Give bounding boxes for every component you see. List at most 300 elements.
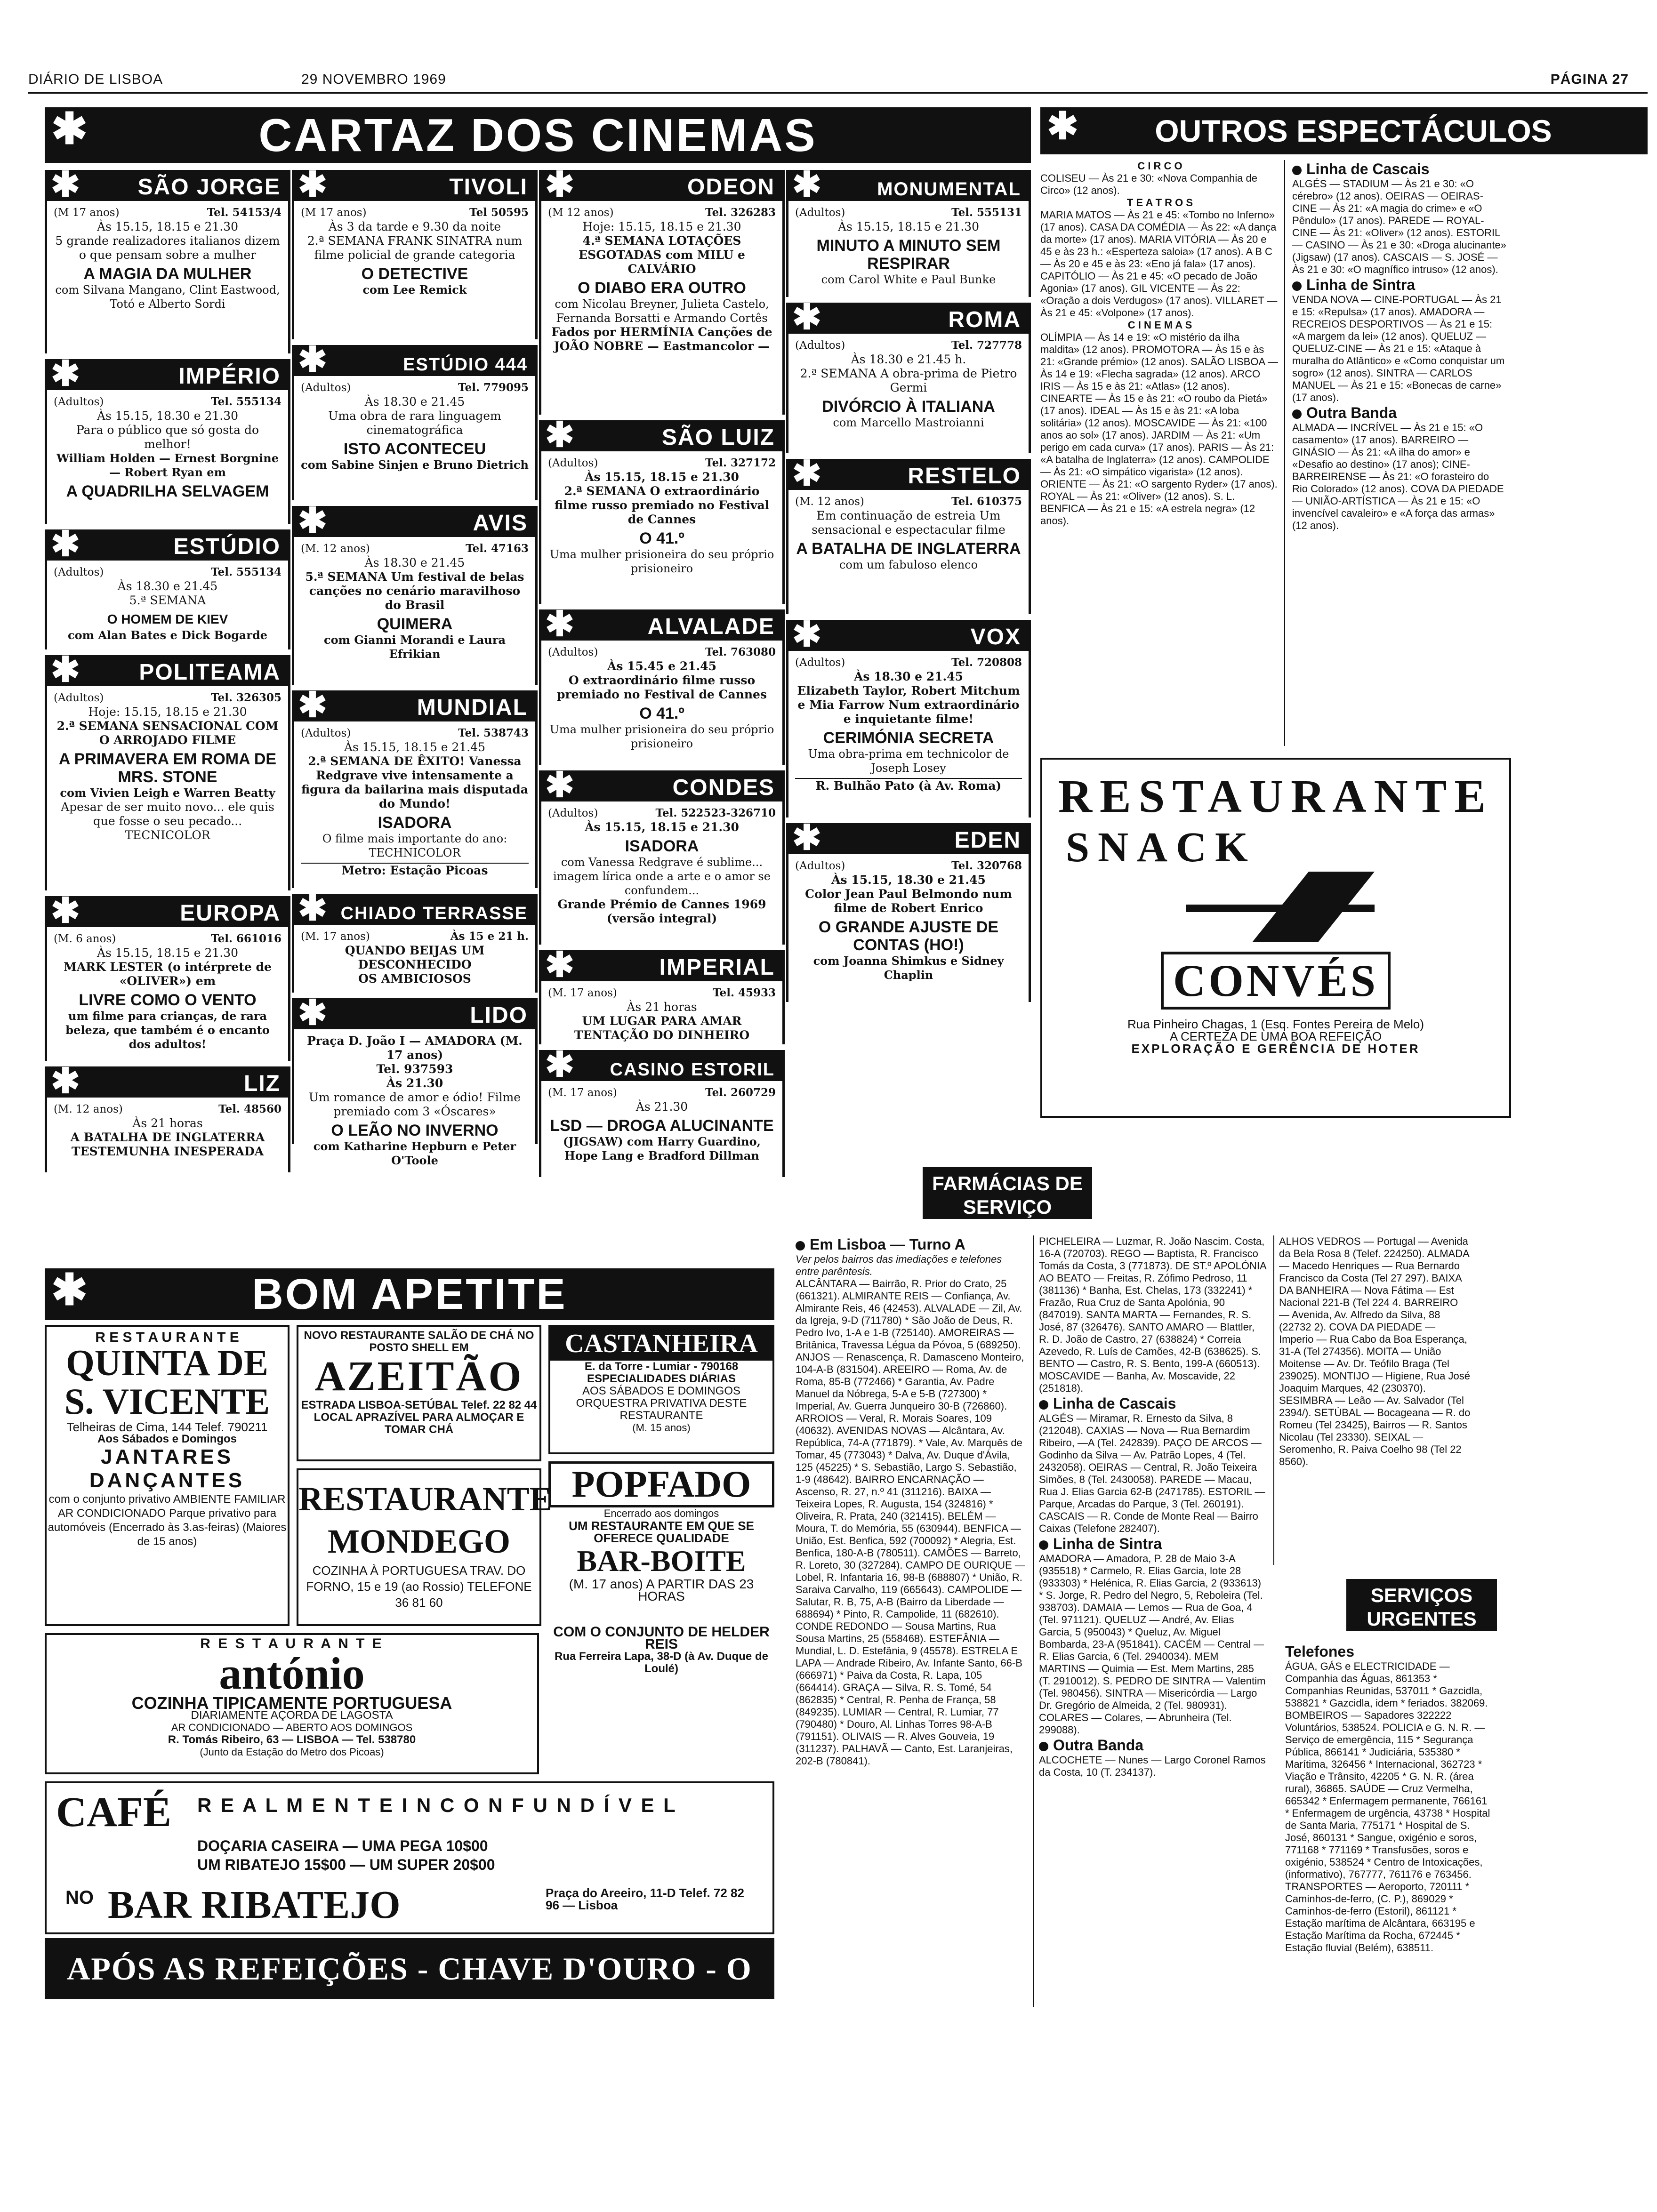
antonio-name: antónio [219,1648,365,1699]
outros-column-1 [1040,160,1285,746]
bullet-icon [1292,281,1302,291]
cinema-eden [786,818,1031,1002]
cinema-times: Às 15.15, 18.15 e 21.30 [585,820,739,834]
cinema-name: ODEON [687,175,775,200]
asterisk-icon: ✱ [545,415,575,454]
azeitao-name: AZEITÃO [314,1353,523,1400]
cinema-rating: (Adultos) [548,646,598,658]
cinema-film-title: A PRIMAVERA EM ROMA DE MRS. STONE [58,750,277,786]
cinema-times: Às 15.15, 18.15 e 21.45 [344,740,486,754]
cinema-cast: OS AMBICIOSOS [358,972,471,986]
cafe-word: CAFÉ [56,1789,171,1835]
azeitao-address: ESTRADA LISBOA-SETÚBAL Telef. 22 82 44 [301,1399,537,1411]
asterisk-icon: ✱ [298,340,328,379]
cinema-tivoli [292,165,538,339]
farm-sintra-title: Linha de Sintra [1053,1535,1162,1552]
cinema-extra: Metro: Estação Picoas [301,863,529,878]
cinema-rating: Praça D. João I — AMADORA (M. 17 anos) [307,1034,523,1062]
chave-douro-text: APÓS AS REFEIÇÕES - CHAVE D'OURO - O MELHOR CAFÉ [67,1951,752,2048]
cinema-name: SÃO LUIZ [662,425,775,450]
cinema-label [47,650,288,689]
cinema-times: Às 21.30 [635,1100,688,1114]
cinema-politeama [45,650,290,890]
cinemas-banner [45,107,1031,163]
snack-management: EXPLORAÇÃO E GERÊNCIA DE HOTER [1131,1042,1420,1056]
asterisk-icon: ✱ [51,354,80,393]
cinema-rating: (Adultos) [548,807,598,819]
cinema-times: Às 15.45 e 21.45 [607,659,717,673]
cinema-phone: Tel. 555134 [211,395,282,408]
cafe-price-1: DOÇARIA CASEIRA — UMA PEGA 10$00 [197,1837,488,1854]
farmacias-col-3 [1273,1235,1471,1565]
cinema-name: AVIS [473,511,528,536]
asterisk-icon: ✱ [1047,105,1079,147]
cinema-phone: Tel. 610375 [951,495,1022,508]
asterisk-icon: ✱ [298,993,328,1032]
cinema-name: VOX [970,625,1021,649]
cinema-name: CONDES [672,775,775,800]
cinema-name: EDEN [954,828,1021,853]
cinema-label [294,993,535,1032]
cinema-rating: (Adultos) [548,457,598,469]
outros-cinemas-title: C I N E M A S [1127,319,1192,331]
cinema-label [47,1061,288,1100]
cinema-label [541,945,782,984]
cinema-film-title: O LEÃO NO INVERNO [331,1122,499,1139]
snack-tagline: A CERTEZA DE UMA BOA REFEIÇÃO [1169,1029,1382,1043]
cinema-estudio-444 [292,340,538,500]
cafe-address: Praça do Areeiro, 11-D Telef. 72 82 96 — Lisboa [546,1886,744,1912]
cinema-cast: com Vivien Leigh e Warren Beatty [60,786,275,800]
cinema-cast: com Katharine Hepburn e Peter O'Toole [313,1139,516,1167]
cinema-column-1 [45,167,290,1170]
asterisk-icon: ✱ [792,818,822,857]
cinema-label [788,818,1029,857]
antonio-open: AR CONDICIONADO — ABERTO AOS DOMINGOS [171,1722,413,1733]
cinema-phone: Tel. 555134 [211,566,282,578]
farm-cascais-list: ALGÉS — Miramar, R. Ernesto da Silva, 8 (212048). CAXIAS — Nova — Rua Bernardim Ribeiro, —A (Tel. 242839). PAÇO DE ARCOS — Godinho da Silva — Av. Patrão Lopes, 4 (Tel. 2432058). OEIRAS — Central, R. João Teixeira Simões, 8 (Tel. 2430058). PAREDE — Macau, Rua J. Elias Garcia 62-B (2471785). ESTORIL — Parque, Arcadas do Parque, 3 (Tel. 260191). CASCAIS — R. Conde de Monte Real — Bairro Caixas (Telefone 282407). [1039,1412,1265,1534]
ad-chave-douro [45,1938,774,2048]
popfado-quality: UM RESTAURANTE EM QUE SE OFERECE QUALIDADE [569,1519,754,1545]
cinema-name: LIDO [470,1003,528,1028]
sintra-list: VENDA NOVA — CINE-PORTUGAL — Às 21 e 15: «Repulsa» (17 anos). AMADORA — RECREIOS DESPORTIVOS — Às 21 e 15: «A margem da lei» (12 anos). QUELUZ — QUELUZ-CINE — Às 21 e 15: «Ataque à muralha do Atlântico» e «Como conquistar um sogro» (12 anos). SINTRA — CARLOS MANUEL — Às 21 e 15: «Bonecas de carne» (17 anos). [1292,294,1505,403]
cinema-label [788,297,1029,337]
snack-line1: RESTAURANTE [1058,770,1494,822]
quinta-address: Telheiras de Cima, 144 Telef. 790211 [66,1420,268,1434]
lisboa-list: ALCÂNTARA — Bairrão, R. Prior do Crato, 25 (661321). ALMIRANTE REIS — Confiança, Av. Almirante Reis, 46 (42453). ALVALADE — Zil, Av. da Igreja, 9-D (711780) * São João de Deus, R. Pedro Ivo, 1-A e 1-B (725140). AMOREIRAS — Britânica, Travessa Légua da Póvoa, 5 (689250). ANJOS — Renascença, R. Damasceno Monteiro, 104-A-B (831504). AREEIRO — Roma, Av. de Roma, 85-B (772466) * Garantia, Av. Padre Manuel da Nóbrega, 5-A e 5-B (727300) * Imperial, Av. Guerra Junqueiro 30-B (726860). ARROIOS — Veral, R. Morais Soares, 109 (40632). AVENIDAS NOVAS — Alcântara, Av. República, 74-A (771879). * Vale, Av. Marquês de Tomar, 45 (773043) * Dalva, Av. Duque d'Ávila, 125 (45225) * S. Sebastião, Largo S. Sebastião, 1-9 (48642). BAIRRO ENCARNAÇÃO — Ascenso, R. 27, n.º 41 (311216). BAIXA — Teixeira Lopes, R. Augusta, 154 (324816) * Oliveira, R. Prata, 240 (321415). BELÉM — Moura, T. do Memória, 55 (630944). BENFICA — União, Est. Benfica, 592 (700092) * Alegria, Est. Benfica, 180-A-B (780511). CAMÕES — Barreto, R. Loreto, 30 (327284). CAMPO DE OURIQUE — Lobel, R. Infantaria 16, 98-B (688807) * União, R. Saraiva Carvalho, 119 (665643). CAMPOLIDE — Salutar, R. B, 75, A-B (Bairro da Liberdade — 688694) * Pinto, R. Campolide, 11 (682610). CONDE REDONDO — Sousa Martins, Rua Sousa Martins, 25 (558468). ESTEFÂNIA — Mundial, L. D. Estefânia, 9 (45578). ESTRELA E LAPA — Andrade Ribeiro, Av. Infante Santo, 66-B (666971) * Paiva da Costa, R. Lapa, 105 (664414). GRAÇA — Silva, R. S. Tomé, 54 (862835) * Central, R. Penha de França, 58 (849235). LUMIAR — Central, R. Lumiar, 77 (790480) * Douro, Al. Linhas Torres 98-A-B (791151). OLIVAIS — R. Alves Gouveia, 19 (311237). PALHAVÃ — Canto, Est. Laranjeiras, 202-B (780841). [796,1278,1025,1767]
antonio-cuisine: COZINHA TIPICAMENTE PORTUGUESA [131,1693,452,1713]
cinema-name: ESTÚDIO [173,534,281,559]
cinema-phone: Tel. 45933 [713,986,776,999]
cinema-times: Às 21.30 [386,1076,443,1090]
bar-ribatejo: BAR RIBATEJO [108,1883,401,1927]
banda-title: Outra Banda [1306,404,1397,421]
cinema-alvalade [539,604,785,765]
cinema-label [294,340,535,379]
cinema-times: Às 21 horas [627,1000,697,1014]
cinema-name: SÃO JORGE [137,175,281,200]
cinema-film-title: A MAGIA DA MULHER [83,265,252,283]
cinema-cast: com Nicolau Breyner, Julieta Castelo, Fernanda Borsatti e Armando Cortês [555,297,769,325]
antonio-address: R. Tomás Ribeiro, 63 — LISBOA — Tel. 538780 [168,1733,416,1746]
cinema-rating: (M. 17 anos) [301,930,370,943]
asterisk-icon: ✱ [51,1266,88,1314]
cinema-estudio [45,524,290,649]
cinema-rating: (M. 6 anos) [54,933,116,945]
antonio-metro: (Junto da Estação do Metro dos Picoas) [200,1746,384,1758]
cinema-desc: 2.ª SEMANA FRANK SINATRA num filme policial de grande categoria [307,234,523,262]
ad-antonio [45,1633,539,1774]
lisboa-heading [796,1236,1026,1253]
cinema-name: EUROPA [180,901,281,926]
cinema-cast: Uma obra-prima em technicolor de Joseph Losey [808,747,1009,775]
asterisk-icon: ✱ [545,604,575,643]
cinema-extra: R. Bulhão Pato (à Av. Roma) [795,778,1022,793]
cinema-rating: (M 17 anos) [54,207,120,219]
cinema-times: Às 21 horas [132,1116,203,1130]
cinema-phone: Tel. 555131 [951,206,1022,219]
teatros-title: T E A T R O S [1126,197,1193,208]
cinema-times: Hoje: 15.15, 18.15 e 21.30 [582,220,741,233]
cinema-label [294,165,535,204]
servicos-list: ÁGUA, GÁS e ELECTRICIDADE — Companhia das Águas, 861353 * Companhias Reunidas, 537011 * Gazcidla, 538821 * Gazcidla, idem * feriados. 382069. BOMBEIROS — Sapadores 322222 Voluntários, 538524. POLICIA e G. N. R. — Serviço de emergência, 115 * Segurança Pública, 866141 * Judiciária, 535380 * Marítima, 326456 * Internacional, 362723 * Viação e Trânsito, 42205 * G. N. R. (área rural), 36865. SAÚDE — Cruz Vermelha, 665342 * Enfermagem permanente, 766161 * Enfermagem de urgência, 43738 * Hospital de Santa Maria, 775171 * Hospital de S. José, 860131 * Sangue, oxigénio e soros, 771168 * 771169 * Transfusões, soros e oxigénio, 538524 * Centro de Intoxicações, (informativo), 767777, 761176 e 763456. TRANSPORTES — Aeroporto, 720111 * Caminhos-de-ferro, (C. P.), 869029 * Caminhos-de-ferro (Estoril), 861121 * Estação marítima de Alcântara, 663195 e Estação Marítima da Rocha, 672445 * Estação fluvial (Belém), 638511. [1285,1660,1490,1954]
cinema-film-title: QUIMERA [377,615,453,633]
bullet-icon [1292,409,1302,419]
cinema-avis [292,501,538,685]
banda-list: ALMADA — INCRÍVEL — Às 21 e 15: «O casamento» (17 anos). BARREIRO — GINÁSIO — Às 21: «A ilha do amor» e «Desafio ao destino» (17 anos); CINE-BARREIRENSE — Às 21: «O forasteiro do Rio Colorado» (12 anos). COVA DA PIEDADE — UNIÃO-ARTÍSTICA — Às 21 e 15: «O invencível cavaleiro» e «A força das armas» (12 anos). [1292,422,1504,531]
asterisk-icon: ✱ [51,1061,80,1100]
outros-banner-title: OUTROS ESPECTÁCULOS [1155,113,1552,148]
cinema-phone: Tel. 727778 [951,339,1022,352]
cinema-cast: com Sabine Sinjen e Bruno Dietrich [301,458,529,472]
popfado-closed: Encerrado aos domingos [603,1507,719,1519]
asterisk-icon: ✱ [792,454,822,493]
quinta-details: com o conjunto privativo AMBIENTE FAMILIAR AR CONDICIONADO Parque privativo para automóveis (Encerrado às 3.as-feiras) (Maiores de 15 anos) [48,1493,287,1548]
cinema-extra: Fados por HERMÍNIA Canções de JOÃO NOBRE — Eastmancolor — [551,325,772,353]
quinta-dances: JANTARES DANÇANTES [89,1445,245,1492]
asterisk-icon: ✱ [545,765,575,804]
cinema-chiado-terrasse [292,889,538,993]
cinema-cast: Uma mulher prisioneira do seu próprio prisioneiro [549,723,774,750]
cinema-odeon [539,165,785,415]
cinema-times: Às 15.15, 18.15 e 21.30 [97,220,239,233]
cinema-name: IMPERIAL [659,955,775,980]
cinema-film-title: CERIMÓNIA SECRETA [823,729,994,747]
farmacias-col-1 [796,1235,1026,2007]
cinema-desc: Para o público que só gosta do melhor! [76,423,259,451]
cinema-phone: Tel. 326305 [211,691,282,704]
castanheira-age: (M. 15 anos) [632,1422,691,1434]
cinema-rating: (Adultos) [795,860,845,872]
cinema-rating: (Adultos) [301,727,351,739]
paper-name: DIÁRIO DE LISBOA [28,72,163,87]
cafe-price-2: UM RIBATEJO 15$00 — UM SUPER 20$00 [197,1856,495,1873]
cinema-label [294,501,535,540]
page-number: PÁGINA 27 [1550,72,1629,87]
cinema-phone: Tel 50595 [469,206,529,219]
farm-banda-list: ALCOCHETE — Nunes — Largo Coronel Ramos da Costa, 10 (T. 234137). [1039,1754,1266,1778]
cinema-times: Às 18.30 e 21.45 [853,670,964,683]
cinema-name: LIZ [244,1071,281,1096]
cinema-name: RESTELO [908,464,1021,489]
servicos-section [1285,1643,1492,2010]
cinema-vox [786,615,1031,817]
cinema-roma [786,297,1031,453]
cinema-film-title: UM LUGAR PARA AMAR TENTAÇÃO DO DINHEIRO [574,1014,750,1042]
azeitao-intro: NOVO RESTAURANTE SALÃO DE CHÁ NO POSTO SHELL EM [304,1329,534,1354]
cinema-cast: com Silvana Mangano, Clint Eastwood, Totó e Alberto Sordi [55,283,280,311]
cinema-desc: Color Jean Paul Belmondo num filme de Robert Enrico [805,887,1012,915]
castanheira-name: CASTANHEIRA [550,1327,772,1361]
farmacias-col-2 [1033,1235,1266,2007]
cafe-slogan: R E A L M E N T E I N C O N F U N D Í V E L [197,1794,677,1816]
cinema-desc: 2.ª SEMANA O extraordinário filme russo premiado no Festival de Cannes [554,484,770,526]
cinema-name: MONUMENTAL [877,179,1021,200]
cinema-cast: Uma mulher prisioneira do seu próprio prisioneiro [549,548,774,575]
cinema-times: Às 15.15, 18.30 e 21.30 [97,409,239,423]
cinema-desc: Em continuação de estreia Um sensacional e espectacular filme [812,509,1005,537]
cinema-column-3 [539,167,785,1170]
bar-boite: BAR-BOITE [577,1544,746,1578]
ad-popfado [548,1461,774,1626]
cinema-phone: Tel. 720808 [951,656,1022,669]
sintra-heading [1292,276,1506,293]
asterisk-icon: ✱ [545,165,575,204]
asterisk-icon: ✱ [545,1045,575,1084]
asterisk-icon: ✱ [298,889,328,928]
farm-banda-heading [1039,1737,1266,1754]
cinema-film-title: O DETECTIVE [361,265,468,283]
cinema-film-title: ISADORA [378,814,452,832]
popfado-name: POPFADO [548,1461,774,1507]
outros-cinemas-list: OLÍMPIA — Às 14 e 19: «O mistério da ilha maldita» (12 anos). PROMOTORA — Às 15 e às 21: «Grande prémio» (12 anos). SALÃO LISBOA — Às 14 e 19: «Flecha sagrada» (12 anos). ARCO IRIS — Às 15 e às 21: «Atlas» (12 anos). CINEARTE — Às 15 e às 21: «O roubo da Pietá» (17 anos). IDEAL — Às 15 e às 21: «A loba solitária» (12 anos). MOSCAVIDE — Às 21: «100 anos ao sol» (17 anos). JARDIM — Às 21: «Um perigo em cada curva» (17 anos). PARIS — Às 21: «A batalha de Inglaterra» (12 anos). CAMPOLIDE — Às 21: «O simpático vigarista» (12 anos). ORIENTE — Às 21: «O sargento Ryder» (17 anos). ROYAL — Às 21: «Oliver» (12 anos). S. L. BENFICA — Às 21 e 15: «A estrela negra» (12 anos). [1040,331,1279,527]
asterisk-icon: ✱ [792,297,822,337]
cinema-name: ROMA [948,307,1021,332]
asterisk-icon: ✱ [51,165,80,204]
cinema-mundial [292,685,538,888]
cinema-rating: (Adultos) [54,692,104,704]
teatros-list: MARIA MATOS — Às 21 e 45: «Tombo no Inferno» (17 anos). CASA DA COMÉDIA — Às 22: «A dança da morte» (17 anos). MARIA VITÓRIA — Às 20 e 45 e às 23 h.: «Esperteza saloia» (17 anos). A B C — Às 20 e 45 e às 23: «Eno já fala» (17 anos). CAPITÓLIO — Às 21 e 45: «O pecado de João Agonia» (17 anos). GIL VICENTE — Às 22: «Oração a dois Verdugos» (17 anos). VILLARET — Às 21 e 45: «Volpone» (17 anos). [1040,209,1278,319]
cinema-cast: TESTEMUNHA INESPERADA [71,1145,264,1158]
cinema-phone: Tel. 48560 [218,1103,282,1115]
cinema-phone: Tel. 320768 [951,859,1022,872]
cinema-desc: 5.ª SEMANA [129,593,206,607]
cinema-times: Às 18.30 e 21.45 [364,556,465,569]
cinema-name: CHIADO TERRASSE [340,904,528,923]
cinema-name: IMPÉRIO [178,364,281,389]
cinema-cast: com Joanna Shimkus e Sidney Chaplin [813,954,1004,982]
cinema-cast: com Vanessa Redgrave é sublime... imagem lírica onde a arte e o amor se confundem... [553,856,771,897]
cinema-listings [45,167,1031,1170]
servicos-banner [1346,1579,1497,1631]
cinema-film-title: DIVÓRCIO À ITALIANA [822,398,995,416]
asterisk-icon: ✱ [298,501,328,540]
farm-sintra-heading [1039,1535,1266,1552]
cinema-film-title: O GRANDE AJUSTE DE CONTAS (HO!) [818,918,999,954]
cinema-times: Às 18.30 e 21.45 [364,395,465,409]
banda-heading [1292,404,1506,421]
cinema-label [788,454,1029,493]
cinema-label [47,354,288,393]
cinema-desc: 5 grande realizadores italianos dizem o que pensam sobre a mulher [55,234,280,262]
cinema-sao-luiz [539,415,785,604]
cinema-name: TIVOLI [449,175,528,200]
outros-espectaculos [1040,160,1648,746]
cinema-label [47,524,288,563]
ad-popfado-continued [548,1626,774,1711]
bullet-icon [1292,166,1302,175]
outros-banner [1040,107,1648,154]
castanheira-specialties: ESPECIALIDADES DIÁRIAS [587,1372,736,1385]
cascais-list: ALGÉS — STADIUM — Às 21 e 30: «O cérebro» (12 anos). OEIRAS — OEIRAS-CINE — Às 21: «A magia do crime» e «O Pêndulo» (17 anos). PAREDE — ROYAL-CINE — Às 21: «Oliver» (12 anos). ESTORIL — CASINO — Às 21 e 30: «Droga alucinante» (Jigsaw) (17 anos). CASCAIS — S. JOSÉ — Às 21 e 30: «O magnífico intruso» (12 anos). [1292,178,1506,275]
bullet-icon [1039,1540,1048,1550]
castanheira-address: E. da Torre - Lumiar - 790168 [584,1360,739,1373]
cinema-desc: Elizabeth Taylor, Robert Mitchum e Mia Farrow Num extraordinário e inquietante filme! [797,684,1020,726]
bullet-icon [1039,1400,1048,1410]
cinema-rating: (M. 12 anos) [54,1103,123,1115]
cinema-restelo [786,454,1031,614]
cinema-rating: (M. 12 anos) [301,543,370,555]
cinema-label [294,685,535,724]
cinema-column-2 [292,167,538,1170]
bom-apetite-title: BOM APETITE [252,1270,567,1318]
cinema-film-title: ISADORA [625,837,699,855]
cinema-cast: com Gianni Morandi e Laura Efrikian [323,633,506,661]
asterisk-icon: ✱ [298,165,328,204]
ad-restaurante-snack [1040,758,1511,1118]
cinema-desc: Um romance de amor e ódio! Filme premiado com 3 «Óscares» [308,1090,521,1118]
farm-banda-title: Outra Banda [1053,1737,1144,1754]
azeitao-tagline: LOCAL APRAZÍVEL PARA ALMOÇAR E TOMAR CHÁ [314,1411,524,1436]
cinema-name: POLITEAMA [139,660,281,685]
snack-address: Rua Pinheiro Chagas, 1 (Esq. Fontes Pereira de Melo) [1127,1017,1424,1031]
bullet-icon [1039,1742,1048,1751]
cinema-phone: Tel. 522523-326710 [655,807,776,819]
cinema-name: ALVALADE [647,614,775,639]
farm-cascais-heading [1039,1397,1266,1410]
bom-apetite-banner [45,1268,774,1320]
cinema-rating: (M 17 anos) [301,207,367,219]
quinta-weekends: Aos Sábados e Domingos [97,1433,237,1445]
cinema-film-title: O 41.º [639,705,684,722]
asterisk-icon: ✱ [792,165,822,204]
cinema-name: CASINO ESTORIL [610,1060,775,1080]
cinema-extra: Apesar de ser muito novo... ele quis que fosse o seu pecado... TECNICOLOR [61,800,274,842]
cinema-label [541,604,782,643]
cinema-imperial [539,945,785,1044]
mondego-name: RESTAURANTE MONDEGO [298,1480,552,1560]
cinema-cast: O filme mais importante do ano: TECHNICOLOR [322,832,507,859]
popfado-hours: (M. 17 anos) A PARTIR DAS 23 HORAS [569,1577,754,1603]
ad-quinta-vicente [45,1325,290,1626]
farmacias-title: FARMÁCIAS DE SERVIÇO [932,1172,1083,1218]
ad-azeitao [297,1325,541,1461]
cafe-no: NO [65,1887,94,1908]
cinema-imperio [45,354,290,524]
cinema-monumental [786,165,1031,297]
circo-title: C I R C O [1137,160,1182,172]
cinema-label [788,165,1029,204]
cinema-condes [539,765,785,945]
cinema-cast: com Alan Bates e Dick Bogarde [68,628,267,642]
cinema-film-title: A BATALHA DE INGLATERRA [70,1130,265,1144]
asterisk-icon: ✱ [51,650,80,689]
cinema-label [541,765,782,804]
cinema-cast: com Marcello Mastroianni [833,416,984,429]
cinema-rating: (Adultos) [54,396,104,408]
cinema-name: ESTÚDIO 444 [403,355,528,375]
ad-castanheira [548,1325,774,1454]
lisboa-list-continued: PICHELEIRA — Luzmar, R. João Nascim. Costa, 16-A (720703). REGO — Baptista, R. Francisco Tomás da Costa, 3 (771873). DE ST.º APOLÓNIA AO BEATO — Freitas, R. Zófimo Pedroso, 11 (381136) * Banha, Est. Chelas, 173 (332241) * Frazão, Rua Cruz de Santa Apolónia, 90 (847019). SANTA MARTA — Fernandes, R. S. José, 87 (326476). SANTO AMARO — Blattler, R. D. João de Castro, 27 (638824) * Correia Azevedo, R. Luís de Camões, 42-B (638625). S. BENTO — Castro, R. S. Bento, 199-A (660513). MOSCAVIDE — Banha, Av. Moscavide, 22 (251818). [1039,1235,1266,1394]
cinema-times: Às 15.15, 18.15 e 21.30 [837,220,980,233]
asterisk-icon: ✱ [51,891,80,930]
cinema-phone: Tel. 779095 [458,381,529,394]
cinema-cast: (JIGSAW) com Harry Guardino, Hope Lang e Bradford Dillman [563,1135,761,1162]
cinemas-banner-title: CARTAZ DOS CINEMAS [258,109,817,161]
cinema-rating: (Adultos) [795,657,845,669]
telefones-title: Telefones [1285,1643,1354,1660]
cinema-phone: Tel. 538743 [458,727,529,739]
lisboa-title: Em Lisboa — Turno A [810,1236,965,1253]
cinema-film-title: O 41.º [639,529,684,547]
page-header [28,72,1629,90]
cinema-rating: (M. 17 anos) [548,1087,617,1099]
asterisk-icon: ✱ [51,105,88,153]
farmacias-banner [923,1167,1092,1219]
cinema-name: MUNDIAL [417,695,528,720]
cinema-times: Hoje: 15.15, 18.15 e 21.30 [88,705,247,719]
ad-mondego [297,1468,552,1626]
cinema-cast: com Carol White e Paul Bunke [821,273,996,286]
cinema-times: Às 15.15, 18.15 e 21.30 [97,946,239,960]
cinema-times: Às 18.30 e 21.45 h. [851,353,966,366]
cinema-desc: 2.ª SEMANA SENSACIONAL COM O ARROJADO FILME [56,719,279,747]
asterisk-icon: ✱ [51,524,80,563]
quinta-name: QUINTA DE S. VICENTE [64,1342,270,1422]
cascais-title: Linha de Cascais [1306,160,1430,177]
cinema-extra: Grande Prémio de Cannes 1969 (versão integral) [557,898,766,925]
cinema-cast: com Lee Remick [362,283,467,297]
cinema-liz [45,1061,290,1172]
antonio-daily: DIARIAMENTE AÇORDA DE LAGOSTA [191,1709,393,1722]
cinema-times: Às 15.15, 18.30 e 21.45 [831,873,986,887]
cinema-phone: Tel. 47163 [466,542,529,555]
circo-list: COLISEU — Às 21 e 30: «Nova Companhia de Circo» (12 anos). [1040,172,1258,196]
cinema-casino-estoril [539,1045,785,1177]
cinema-sao-jorge [45,165,290,353]
cinema-label [541,165,782,204]
cinema-desc: Uma obra de rara linguagem cinematográfica [328,409,501,437]
cinema-cast: com um fabuloso elenco [839,558,978,571]
quinta-heading: R E S T A U R A N T E [95,1330,239,1345]
servicos-title: SERVIÇOS URGENTES [1367,1584,1477,1630]
popfado-band: COM O CONJUNTO DE HELDER REIS [553,1624,770,1652]
cinema-film-title: ISTO ACONTECEU [343,440,486,458]
cinema-rating: (Adultos) [795,339,845,352]
cinema-cast: William Holden — Ernest Borgnine — Robert Ryan em [56,451,279,479]
cinema-rating: (Adultos) [301,382,351,394]
farm-sintra-list: AMADORA — Amadora, P. 28 de Maio 3-A (935518) * Carmelo, R. Elias Garcia, lote 28 (933303) * Helénica, R. Elias Garcia, 2 (933613) * S. Jorge, R. Pedro del Negro, 5, Reboleira (Tel. 938703). DAMAIA — Lemos — Rua de Goa, 4 (Tel. 971121). QUELUZ — André, Av. Elias Garcia, 5 (950043) * Queluz, Av. Miguel Bombarda, 23-A (951841). CACÉM — Central — R. Elias Garcia, 6 (Tel. 2940034). MEM MARTINS — Quimia — Est. Mem Martins, 285 (T. 2910012). S. PEDRO DE SINTRA — Valentim (Tel. 980456). SINTRA — Misericórdia — Largo Dr. Gregório de Almeida, 2 (Tel. 980931). COLARES — Colares, — Abrunheira (Tel. 299088). [1039,1553,1266,1736]
bullet-icon [796,1241,805,1250]
cinema-film-title: LIVRE COMO O VENTO [79,991,257,1009]
cinema-desc: 2.ª SEMANA DE ÊXITO! Vanessa Redgrave vive intensamente a figura da bailarina mais disputada do Mundo! [301,754,528,810]
mondego-details: COZINHA À PORTUGUESA TRAV. DO FORNO, 15 e 19 (ao Rossio) TELEFONE 36 81 60 [306,1563,532,1610]
cinema-label [541,415,782,454]
cinema-label [47,165,288,204]
cinema-film-title: A QUADRILHA SELVAGEM [66,482,269,500]
cinema-film-title: A BATALHA DE INGLATERRA [796,540,1021,558]
cinema-label [788,615,1029,654]
